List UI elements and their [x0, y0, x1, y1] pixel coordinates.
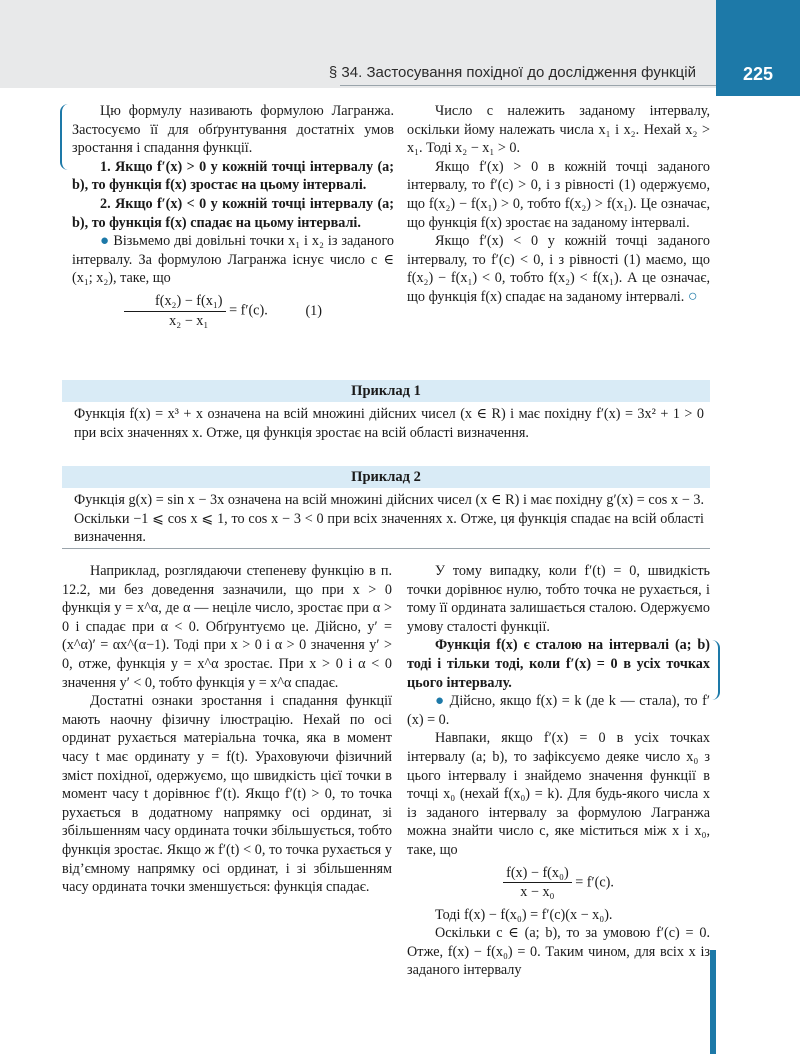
- power-function-paragraph: Наприклад, розглядаючи степеневу функцію в п. 12.2, ми без доведення зазначили, що при x > 0 функція y = x^α, де α — неціле число, зростає при α > 0 і спадає при α < 0. Обґрунтуємо це. Дійсно, y′ = (x^α)′ = αx^(α−1). Тоді при x > 0 і α > 0 значення y′ > 0, отже, функція y = x^α зростає. При x > 0 і α < 0 значення y′ < 0, тобто функція y = x^α спадає.: [62, 563, 392, 691]
- margin-bracket-left: [60, 104, 68, 170]
- side-accent-bar: [710, 950, 716, 1054]
- converse-proof-paragraph: Навпаки, якщо f′(x) = 0 в усіх точках інтервалу (a; b), то зафіксуємо деяке число x₀ з цього інтервалу і знайдемо значення функції в точці x₀ (нехай f(x₀) = k). Для будь-якого числа x із заданого інтервалу за формулою Лагранжа можна знайти число c, яке міститься між x і x₀, таке, що: [407, 730, 710, 858]
- difference-equation-paragraph: Тоді f(x) − f(x₀) = f′(c)(x − x₀).: [435, 906, 613, 923]
- column-bottom-left: [62, 562, 392, 897]
- examples-bottom-rule: [62, 548, 710, 549]
- example-1-title: Приклад 1: [62, 380, 710, 402]
- interval-paragraph: Число c належить заданому інтервалу, оскільки йому належать числа x₁ і x₂. Нехай x₂ > x₁. Тоді x₂ − x₁ > 0.: [407, 103, 710, 157]
- running-header-title: § 34. Застосування похідної до дослідження функцій: [328, 64, 696, 81]
- proof-paragraph: [72, 232, 394, 288]
- proof-start-bullet-icon: ●: [100, 233, 110, 250]
- formula-rhs: = f′(c).: [229, 302, 268, 319]
- constant-proof-paragraph: [407, 692, 710, 729]
- constant-proof-bullet-icon: ●: [435, 693, 446, 710]
- page-number: 225: [742, 64, 774, 84]
- lagrange-intro-paragraph: Цю формулу називають формулою Лагранжа. Застосуємо її для обґрунтування достатніх умов зростання і спадання функції.: [72, 103, 394, 157]
- formula-number: (1): [305, 302, 322, 319]
- example-1-text: Функція f(x) = x³ + x означена на всій множині дійсних чисел (x ∈ R) і має похідну f′(x) = 3x² + 1 > 0 при всіх значеннях x. Отже, ця функція зростає на всій області визначення.: [74, 406, 704, 441]
- lagrange-formula: [72, 292, 394, 330]
- margin-bracket-right: [712, 640, 720, 700]
- physical-illustration-paragraph: Достатні ознаки зростання і спадання функції мають наочну фізичну ілюстрацію. Нехай по осі ординат рухається матеріальна точка, яка в момент часу t має ординату y = f(t). Ураховуючи фізичний зміст похідної, одержуємо, що швидкість цієї точки в момент часу t дорівнює f′(t). Якщо f′(t) > 0, то точка рухається в додатному напрямку осі ординат, зі збільшенням часу ордината точки збільшується, тобто функція зростає. Якщо ж f′(t) < 0, то точка рухається у від’ємному напрямку осі ординат, і зі збільшенням часу ордината точки зменшується: функція спадає.: [62, 693, 392, 896]
- decreasing-condition-rule: 2. Якщо f′(x) < 0 у кожній точці інтервалу (a; b), то функція f(x) спадає на цьому інтервалі.: [72, 195, 394, 231]
- formula-2-denominator: x − x₀: [520, 884, 555, 901]
- formula-denominator: x₂ − x₁: [169, 312, 209, 329]
- column-top-left: [72, 102, 394, 334]
- conclusion-paragraph: Оскільки c ∈ (a; b), то за умовою f′(c) = 0. Отже, f(x) − f(x₀) = 0. Таким чином, для всіх x із заданого інтервалу: [407, 925, 710, 979]
- formula-fraction: [124, 292, 226, 330]
- lagrange-formula-2: [407, 864, 710, 902]
- example-2-title: Приклад 2: [62, 466, 710, 488]
- column-bottom-right: [407, 562, 710, 980]
- proof-end-circle-icon: ○: [687, 287, 698, 305]
- decreasing-proof-text: Якщо f′(x) < 0 у кожній точці заданого інтервалу, то f′(c) < 0, і з рівності (1) маємо, що f(x₂) − f(x₁) < 0, тобто f(x₂) < f(x₁). А це означає, що функція f(x) спадає на заданому інтервалі.: [407, 233, 710, 305]
- constant-proof-text: Дійсно, якщо f(x) = k (де k — стала), то f′(x) = 0.: [407, 693, 710, 728]
- increasing-proof-paragraph: Якщо f′(x) > 0 в кожній точці заданого інтервалу, то f′(c) > 0, і з рівності (1) одержуємо, що f(x₂) − f(x₁) > 0, тобто f(x₂) > f(x₁). Це означає, що функція f(x) зростає на заданому інтервалі.: [407, 158, 710, 231]
- formula-2-rhs: = f′(c).: [575, 873, 614, 890]
- decreasing-proof-paragraph: [407, 232, 710, 306]
- formula-numerator: f(x₂) − f(x₁): [124, 292, 226, 312]
- column-top-right: [407, 102, 710, 307]
- example-2-text: Функція g(x) = sin x − 3x означена на всій множині дійсних чисел (x ∈ R) і має похідну g′(x) = cos x − 3. Оскільки −1 ⩽ cos x ⩽ 1, то cos x − 3 < 0 при всіх значеннях x. Отже, ця функція спадає на всій області визначення.: [74, 492, 704, 546]
- header-rule: [340, 85, 716, 86]
- constant-function-rule: Функція f(x) є сталою на інтервалі (a; b) тоді і тільки тоді, коли f′(x) = 0 в усіх точках цього інтервалу.: [407, 637, 710, 691]
- zero-velocity-paragraph: У тому випадку, коли f′(t) = 0, швидкість точки дорівнює нулю, тобто точка не рухається, і тому її ордината залишається сталою. Одержуємо умову сталості функції.: [407, 563, 710, 635]
- increasing-condition-rule: 1. Якщо f′(x) > 0 у кожній точці інтервалу (a; b), то функція f(x) зростає на цьому інтервалі.: [72, 158, 394, 194]
- formula-2-numerator: f(x) − f(x₀): [503, 864, 572, 884]
- formula-2-fraction: [503, 864, 572, 902]
- proof-text: Візьмемо дві довільні точки x₁ і x₂ із заданого інтервалу. За формулою Лагранжа існує число c ∈ (x₁; x₂), таке, що: [72, 233, 394, 287]
